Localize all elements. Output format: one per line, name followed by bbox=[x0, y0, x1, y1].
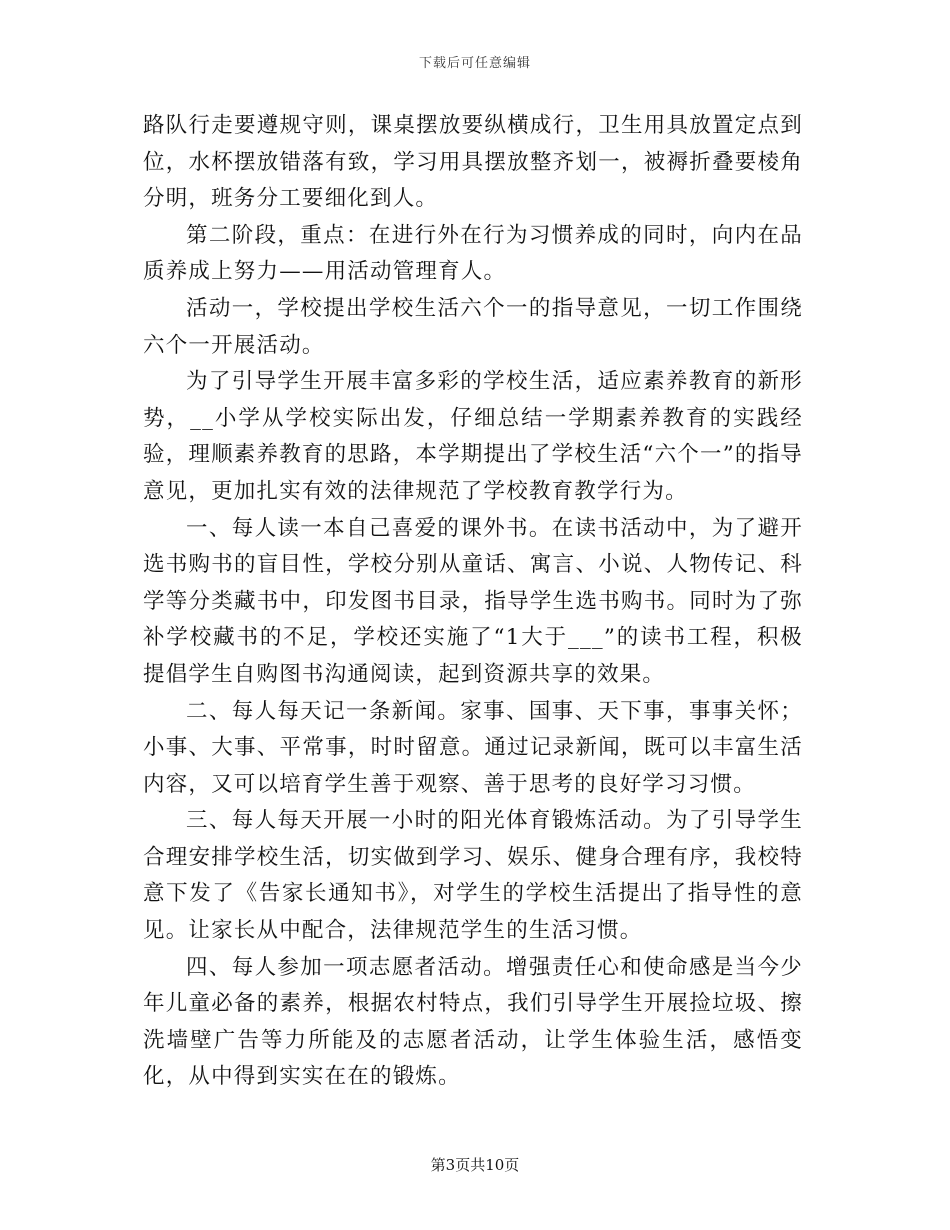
paragraph-guidance: 为了引导学生开展丰富多彩的学校生活，适应素养教育的新形势，__小学从学校实际出发，仔细总结一学期素养教育的实践经验，理顺素养教育的思路，本学期提出了学校生活“六个一”的指导意见，更加扎实有效的法律规范了学校教育教学行为。 bbox=[143, 369, 803, 504]
paragraph-item-two: 二、每人每天记一条新闻。家事、国事、天下事，事事关怀；小事、大事、平常事，时时留意。通过记录新闻，既可以丰富生活内容，又可以培育学生善于观察、善于思考的良好学习习惯。 bbox=[143, 698, 803, 797]
paragraph-item-one: 一、每人读一本自己喜爱的课外书。在读书活动中，为了避开选书购书的盲目性，学校分别从童话、寓言、小说、人物传记、科学等分类藏书中，印发图书目录，指导学生选书购书。同时为了弥补学校藏书的不足，学校还实施了“1大于___”的读书工程，积极提倡学生自购图书沟通阅读，起到资源共享的效果。 bbox=[143, 515, 803, 687]
paragraph-item-three: 三、每人每天开展一小时的阳光体育锻炼活动。为了引导学生合理安排学校生活，切实做到学习、娱乐、健身合理有序，我校特意下发了《告家长通知书》，对学生的学校生活提出了指导性的意见。让家长从中配合，法律规范学生的生活习惯。 bbox=[143, 808, 803, 944]
paragraph-item-four: 四、每人参加一项志愿者活动。增强责任心和使命感是当今少年儿童必备的素养，根据农村特点，我们引导学生开展捡垃圾、擦洗墙壁广告等力所能及的志愿者活动，让学生体验生活，感悟变化，从中得到实实在在的锻炼。 bbox=[143, 954, 803, 1090]
page-number: 第3页共10页 bbox=[430, 1156, 520, 1174]
paragraph-stage-two: 第二阶段，重点：在进行外在行为习惯养成的同时，向内在品质养成上努力——用活动管理育人。 bbox=[143, 222, 803, 285]
paragraph-activity-one: 活动一，学校提出学校生活六个一的指导意见，一切工作围绕六个一开展活动。 bbox=[143, 295, 803, 358]
paragraph-continuation: 路队行走要遵规守则，课桌摆放要纵横成行，卫生用具放置定点到位，水杯摆放错落有致，学习用具摆放整齐划一，被褥折叠要棱角分明，班务分工要细化到人。 bbox=[143, 113, 803, 212]
header-note: 下载后可任意编辑 bbox=[418, 56, 531, 71]
document-body bbox=[143, 108, 803, 1096]
